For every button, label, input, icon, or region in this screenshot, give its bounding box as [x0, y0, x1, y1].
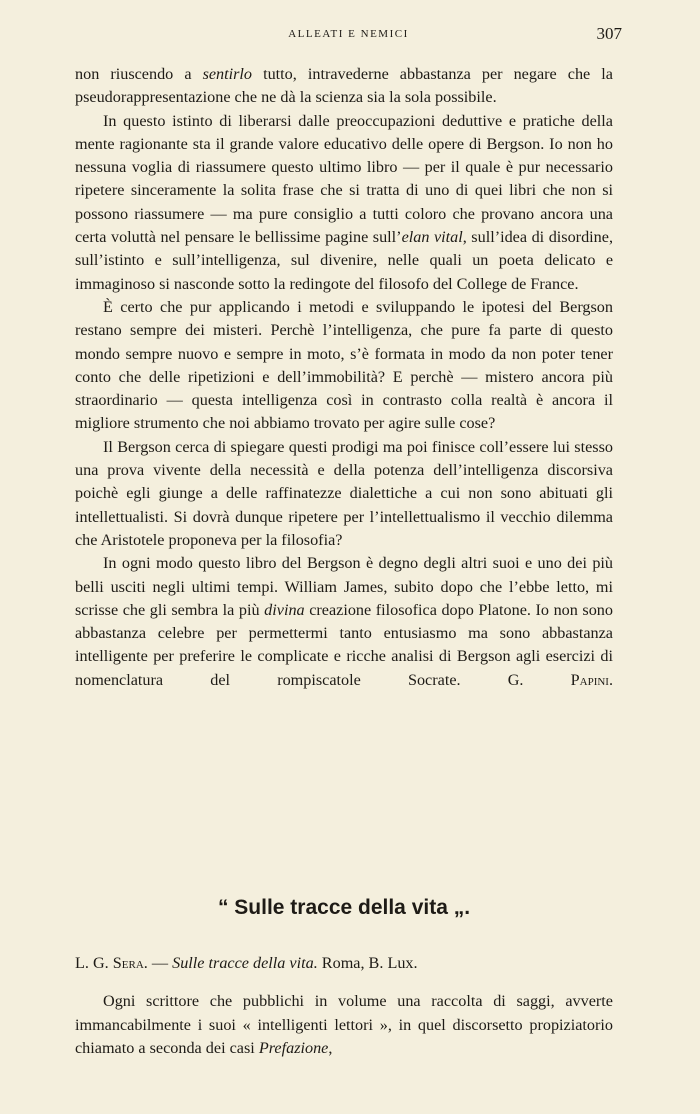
paragraph-text: È certo che pur applicando i metodi e sviluppando le ipotesi del Bergson restano sempre dei misteri. Perchè l’intelligenza, che pure fa parte di questo mondo sempre nuovo e sempre in moto, s’è formata in modo da non poter tener conto che delle ripetizioni e dell’immobilità? E perchè — mistero ancora più straordinario — questa intelligenza così in contrasto colla realtà è ancora il migliore strumento che noi abbiamo trovato per agire sulle cose?: [75, 297, 613, 433]
paragraph-text: In questo istinto di liberarsi dalle preoccupazioni deduttive e pratiche della mente ragionante sta il grande valore educativo delle opere di Bergson. Io non ho nessuna voglia di riassumere questo ultimo libro — per il quale è pur necessario ripetere sinceramente la solita frase che si tratta di uno di quei libri che non si possono riassumere — ma pure consiglio a tutti coloro che provano ancora una certa voluttà nel pensare le bellissime pagine sull’: [75, 111, 613, 247]
citation-author: L. G. Sera.: [75, 954, 148, 972]
paragraph-text: , sull’idea di disordine, sull’istinto e sull’intelligenza, sul divenire, nelle quali un poeta delicato e immaginoso si nasconde sotto la redingote del filosofo del College de France.: [75, 228, 613, 293]
paragraph-text: creazione filosofica dopo Platone. Io non sono abbastanza celebre per permettermi tanto entusiasmo ma sono abbastanza intelligente per preferire le complicate e ricche analisi di Bergson agli esercizi di nomenclatura del rompiscatole Socrate.: [75, 600, 613, 689]
paragraph-1: [75, 63, 613, 110]
citation-publisher: Roma, B. Lux.: [317, 954, 418, 972]
paragraph-text: non riuscendo a: [75, 65, 203, 83]
citation-dash: —: [147, 954, 173, 972]
paragraph-text: Ogni scrittore che pubblichi in volume una raccolta di saggi, avverte immancabilmente i suoi « intelligenti lettori », in quel discorsetto propiziatorio chiamato a seconda dei casi: [75, 992, 613, 1057]
paragraph-text: Il Bergson cerca di spiegare questi prodigi ma poi finisce coll’essere lui stesso una prova vivente della necessità e della potenza dell’intelligenza discorsiva poichè egli giunge a delle raffinatezze dialettiche a cui non sono abituati gli intellettualisti. Si dovrà dunque ripetere per l’intellettualismo il vecchio dilemma che Aristotele proponeva per la filosofia?: [75, 437, 613, 549]
citation-title: Sulle tracce della vita.: [172, 954, 318, 972]
paragraph-text: ,: [328, 1038, 333, 1057]
paragraph-text: In ogni modo questo libro del Bergson è degno degli altri suoi e uno dei più belli usciti negli ultimi tempi. William James, subito dopo che l’ebbe letto, mi scrisse che gli sembra la più: [75, 554, 613, 619]
paragraph-text: tutto, intravederne abbastanza per negare che la pseudorappresentazione che ne dà la scienza sia la sola possibile.: [75, 65, 613, 107]
section-title: “ Sulle tracce della vita „.: [217, 896, 471, 919]
italic-word: elan vital: [401, 228, 463, 247]
review-paragraph: [75, 990, 613, 1060]
author-signature: G. Papini.: [507, 670, 614, 689]
paragraph-2: [75, 110, 613, 296]
paragraph-4: [75, 436, 613, 552]
page-header: [75, 24, 622, 48]
italic-word: Prefazione: [258, 1038, 329, 1057]
italic-word: divina: [264, 600, 305, 619]
italic-word: sentirlo: [202, 65, 253, 83]
article-body: [75, 63, 613, 692]
paragraph-5: [75, 552, 613, 692]
book-citation: [75, 952, 613, 975]
paragraph-3: [75, 296, 613, 436]
review-body: [75, 952, 613, 1060]
running-title: ALLEATI E NEMICI: [288, 28, 409, 40]
page-number: 307: [596, 24, 622, 43]
